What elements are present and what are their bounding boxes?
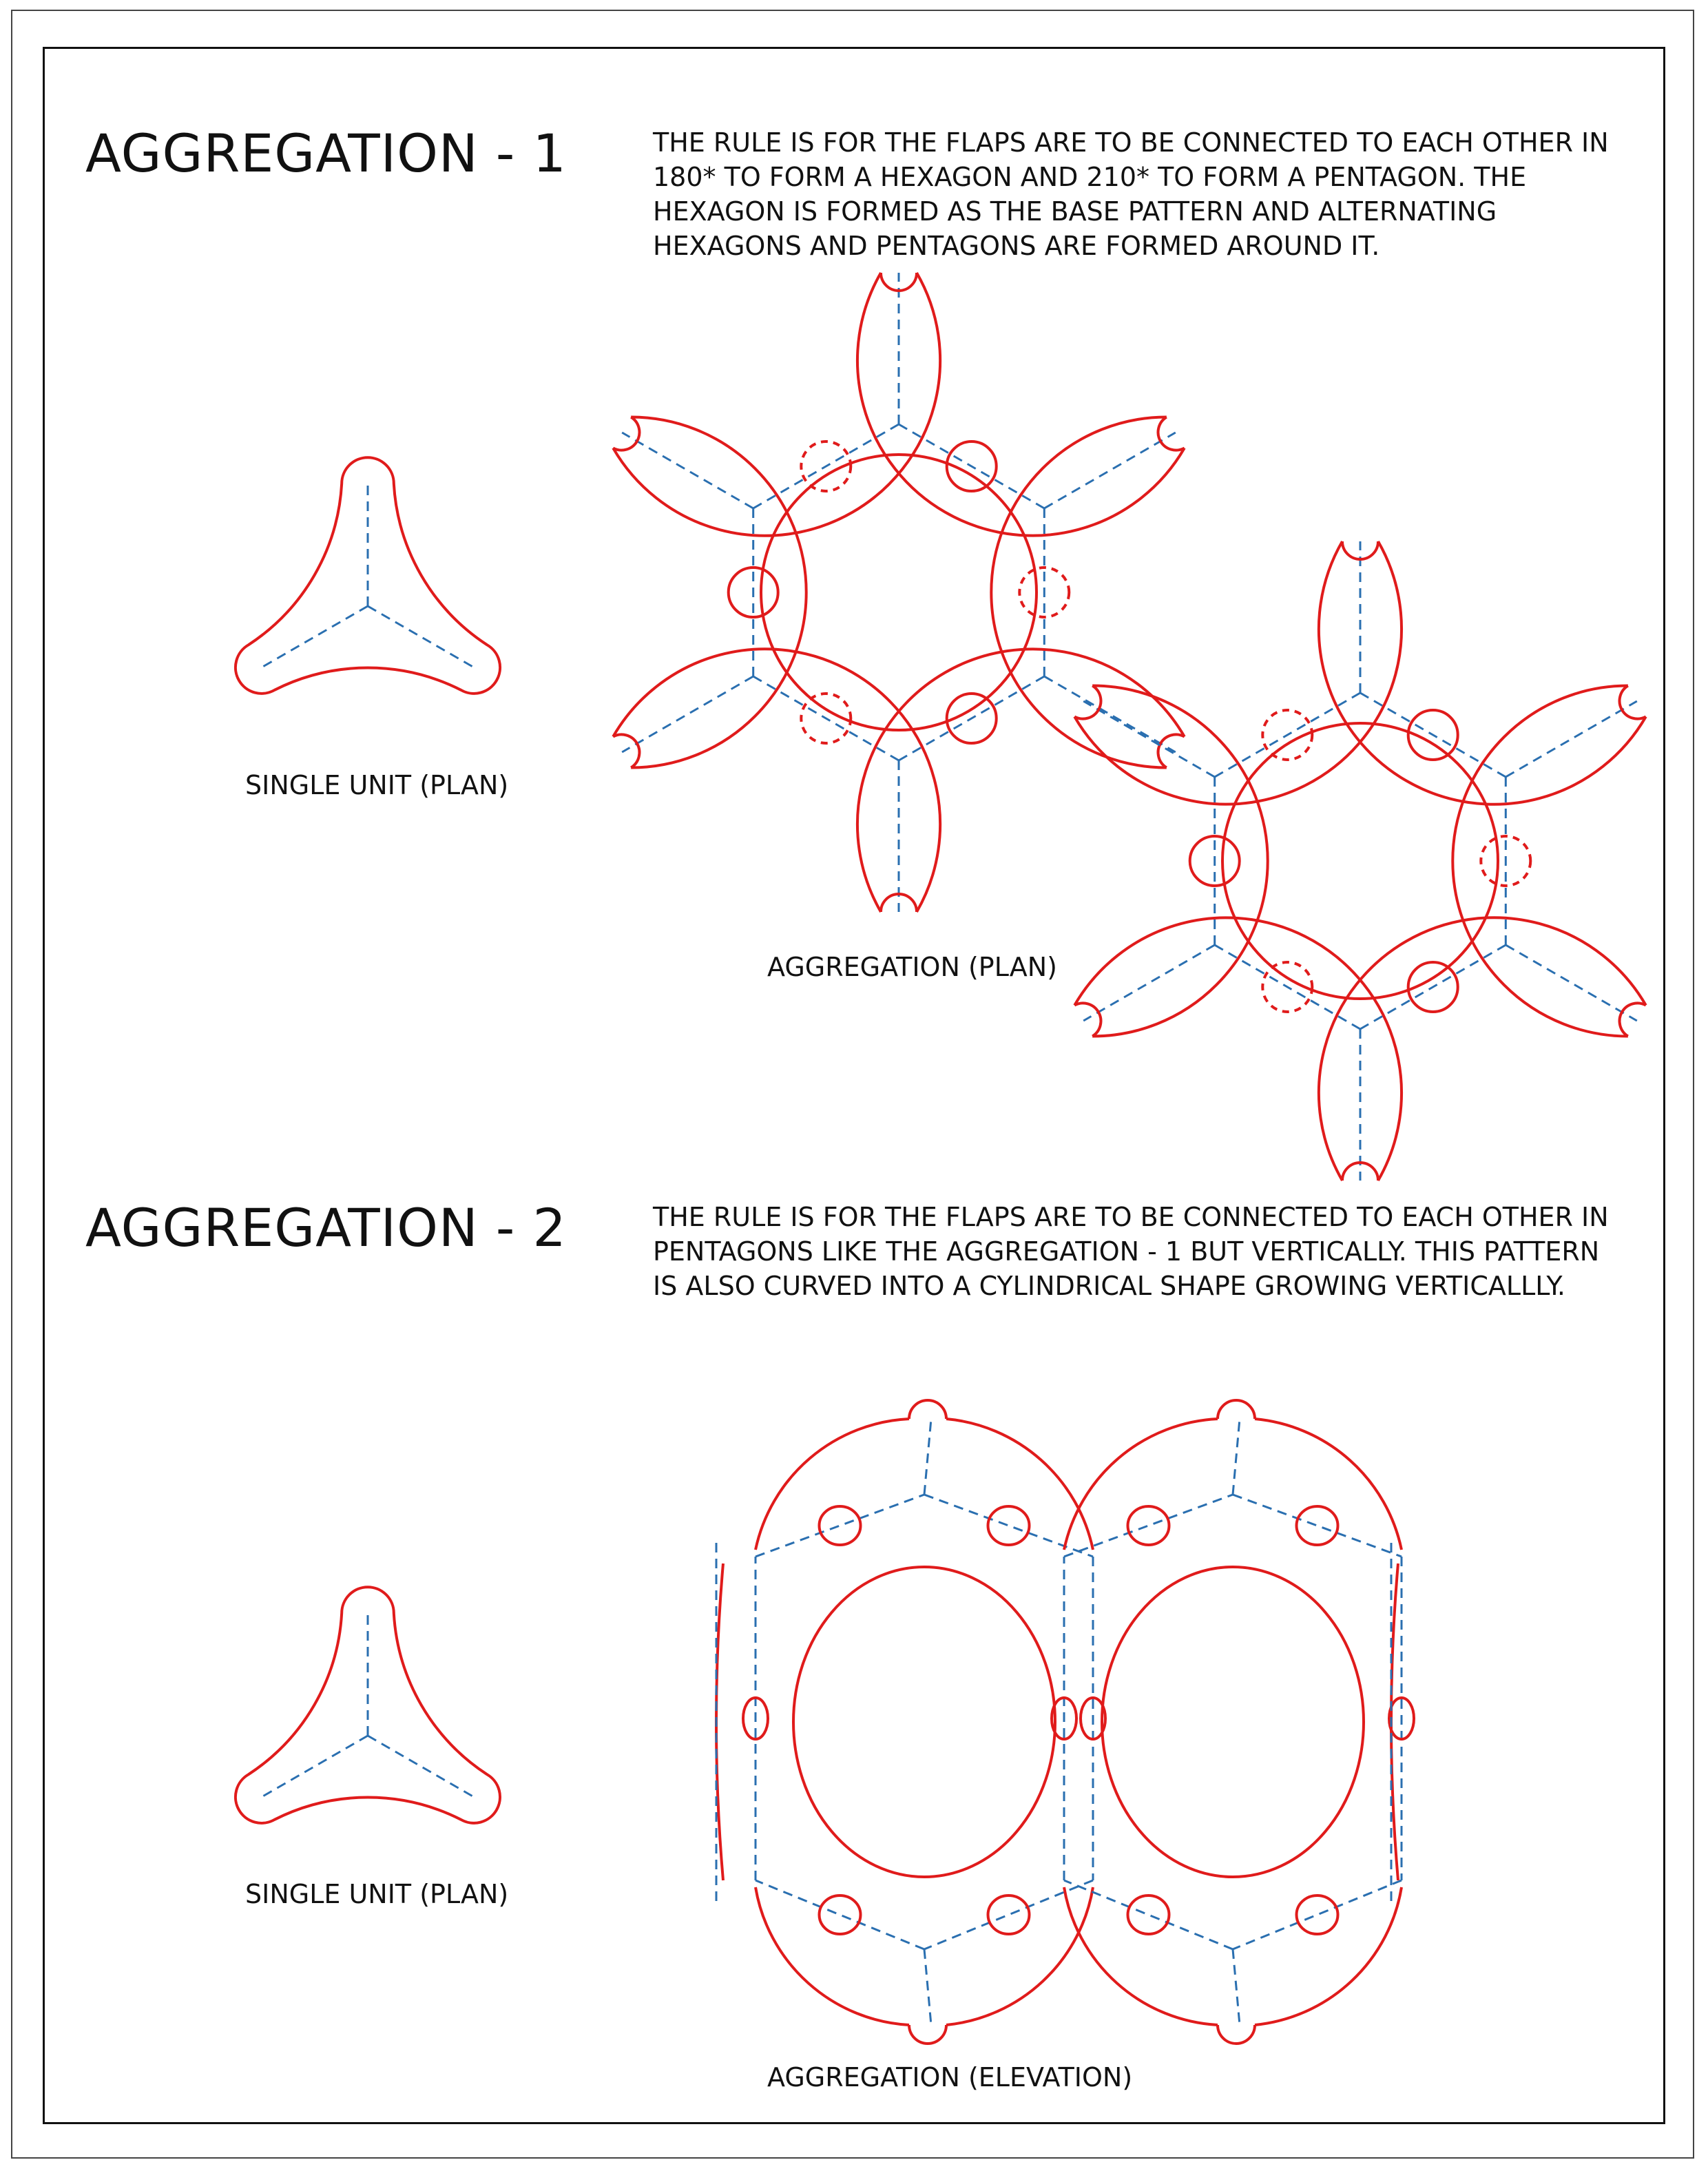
fold-line — [1064, 1495, 1233, 1557]
fold-line — [924, 1949, 931, 2025]
section-1-aggregation-caption: AGGREGATION (PLAN) — [767, 952, 1057, 982]
central-opening — [1102, 1567, 1364, 1877]
unit-edge — [991, 417, 1167, 768]
unit-edge — [946, 1887, 1093, 2025]
section-2-title: AGGREGATION - 2 — [85, 1197, 567, 1258]
flap-connector — [820, 1506, 861, 1545]
section-2-aggregation-caption: AGGREGATION (ELEVATION) — [767, 2062, 1133, 2092]
fold-line — [1233, 1949, 1240, 2025]
arm-tip — [909, 1400, 946, 1419]
unit-edge — [1452, 686, 1628, 1037]
unit-edge — [756, 1887, 909, 2025]
section-2-rule-text: THE RULE IS FOR THE FLAPS ARE TO BE CONNECTED TO EACH OTHER IN PENTAGONS LIKE THE AGGREGATION - 1 BUT VERTICALLY. THIS PATTERN IS ALSO CURVED INTO A CYLINDRICAL SHAPE GROWING VERTICALLLY. — [653, 1202, 1609, 1301]
arm-tip — [909, 2025, 946, 2044]
flap-connector — [1128, 1506, 1169, 1545]
aggregation-plan — [613, 273, 1646, 1181]
fold-line — [622, 676, 753, 752]
unit-edge — [1092, 686, 1268, 1037]
flap-connector — [820, 1895, 861, 1934]
fold-line — [1233, 1419, 1240, 1495]
arm-tip — [613, 417, 639, 450]
single-unit-plan-1 — [236, 457, 500, 694]
fold-line — [756, 1880, 924, 1949]
arm-tip — [1074, 1003, 1101, 1036]
central-opening — [1222, 723, 1498, 999]
unit-edge — [631, 417, 806, 768]
aggregation-elevation — [716, 1400, 1414, 2044]
arm-tip — [613, 734, 639, 767]
flap-connector — [988, 1895, 1030, 1934]
section-2-unit-caption: SINGLE UNIT (PLAN) — [245, 1879, 509, 1909]
arm-tip — [1620, 686, 1646, 719]
fold-line — [259, 606, 368, 669]
flap-connector — [1128, 1895, 1169, 1934]
fold-line — [259, 1736, 368, 1798]
single-unit-plan-2 — [236, 1587, 500, 1823]
arm-tip — [1218, 1400, 1255, 1419]
fold-line — [1506, 945, 1637, 1021]
fold-line — [924, 1419, 931, 1495]
fold-line — [1506, 701, 1637, 777]
fold-line — [622, 433, 753, 508]
section-1-unit-caption: SINGLE UNIT (PLAN) — [245, 770, 509, 800]
central-opening — [761, 455, 1037, 730]
flap-connector — [988, 1506, 1030, 1545]
section-1-title: AGGREGATION - 1 — [85, 123, 567, 184]
fold-line — [1233, 1880, 1402, 1949]
section-1-rule-text: THE RULE IS FOR THE FLAPS ARE TO BE CONNECTED TO EACH OTHER IN 180* TO FORM A HEXAGON AND 210* TO FORM A PENTAGON. THE HEXAGON IS FORMED AS THE BASE PATTERN AND ALTERNATING HEXAGONS AND PENTAGONS ARE FORMED AROUND IT. — [653, 127, 1609, 261]
central-opening — [793, 1567, 1055, 1877]
arm-tip — [1218, 2025, 1255, 2044]
fold-line — [1044, 433, 1176, 508]
fold-line — [756, 1495, 924, 1557]
fold-line — [1083, 945, 1215, 1021]
arm-tip — [1620, 1003, 1646, 1036]
flap-connector — [1297, 1506, 1338, 1545]
fold-line — [1233, 1495, 1402, 1557]
fold-line — [368, 1736, 477, 1798]
flap-connector — [1297, 1895, 1338, 1934]
unit-edge — [1255, 1887, 1402, 2025]
unit-edge — [756, 1419, 909, 1550]
fold-line — [368, 606, 477, 669]
fold-line — [924, 1880, 1093, 1949]
arm-tip — [1158, 417, 1185, 450]
fold-line — [1064, 1880, 1233, 1949]
fold-line — [924, 1495, 1093, 1557]
